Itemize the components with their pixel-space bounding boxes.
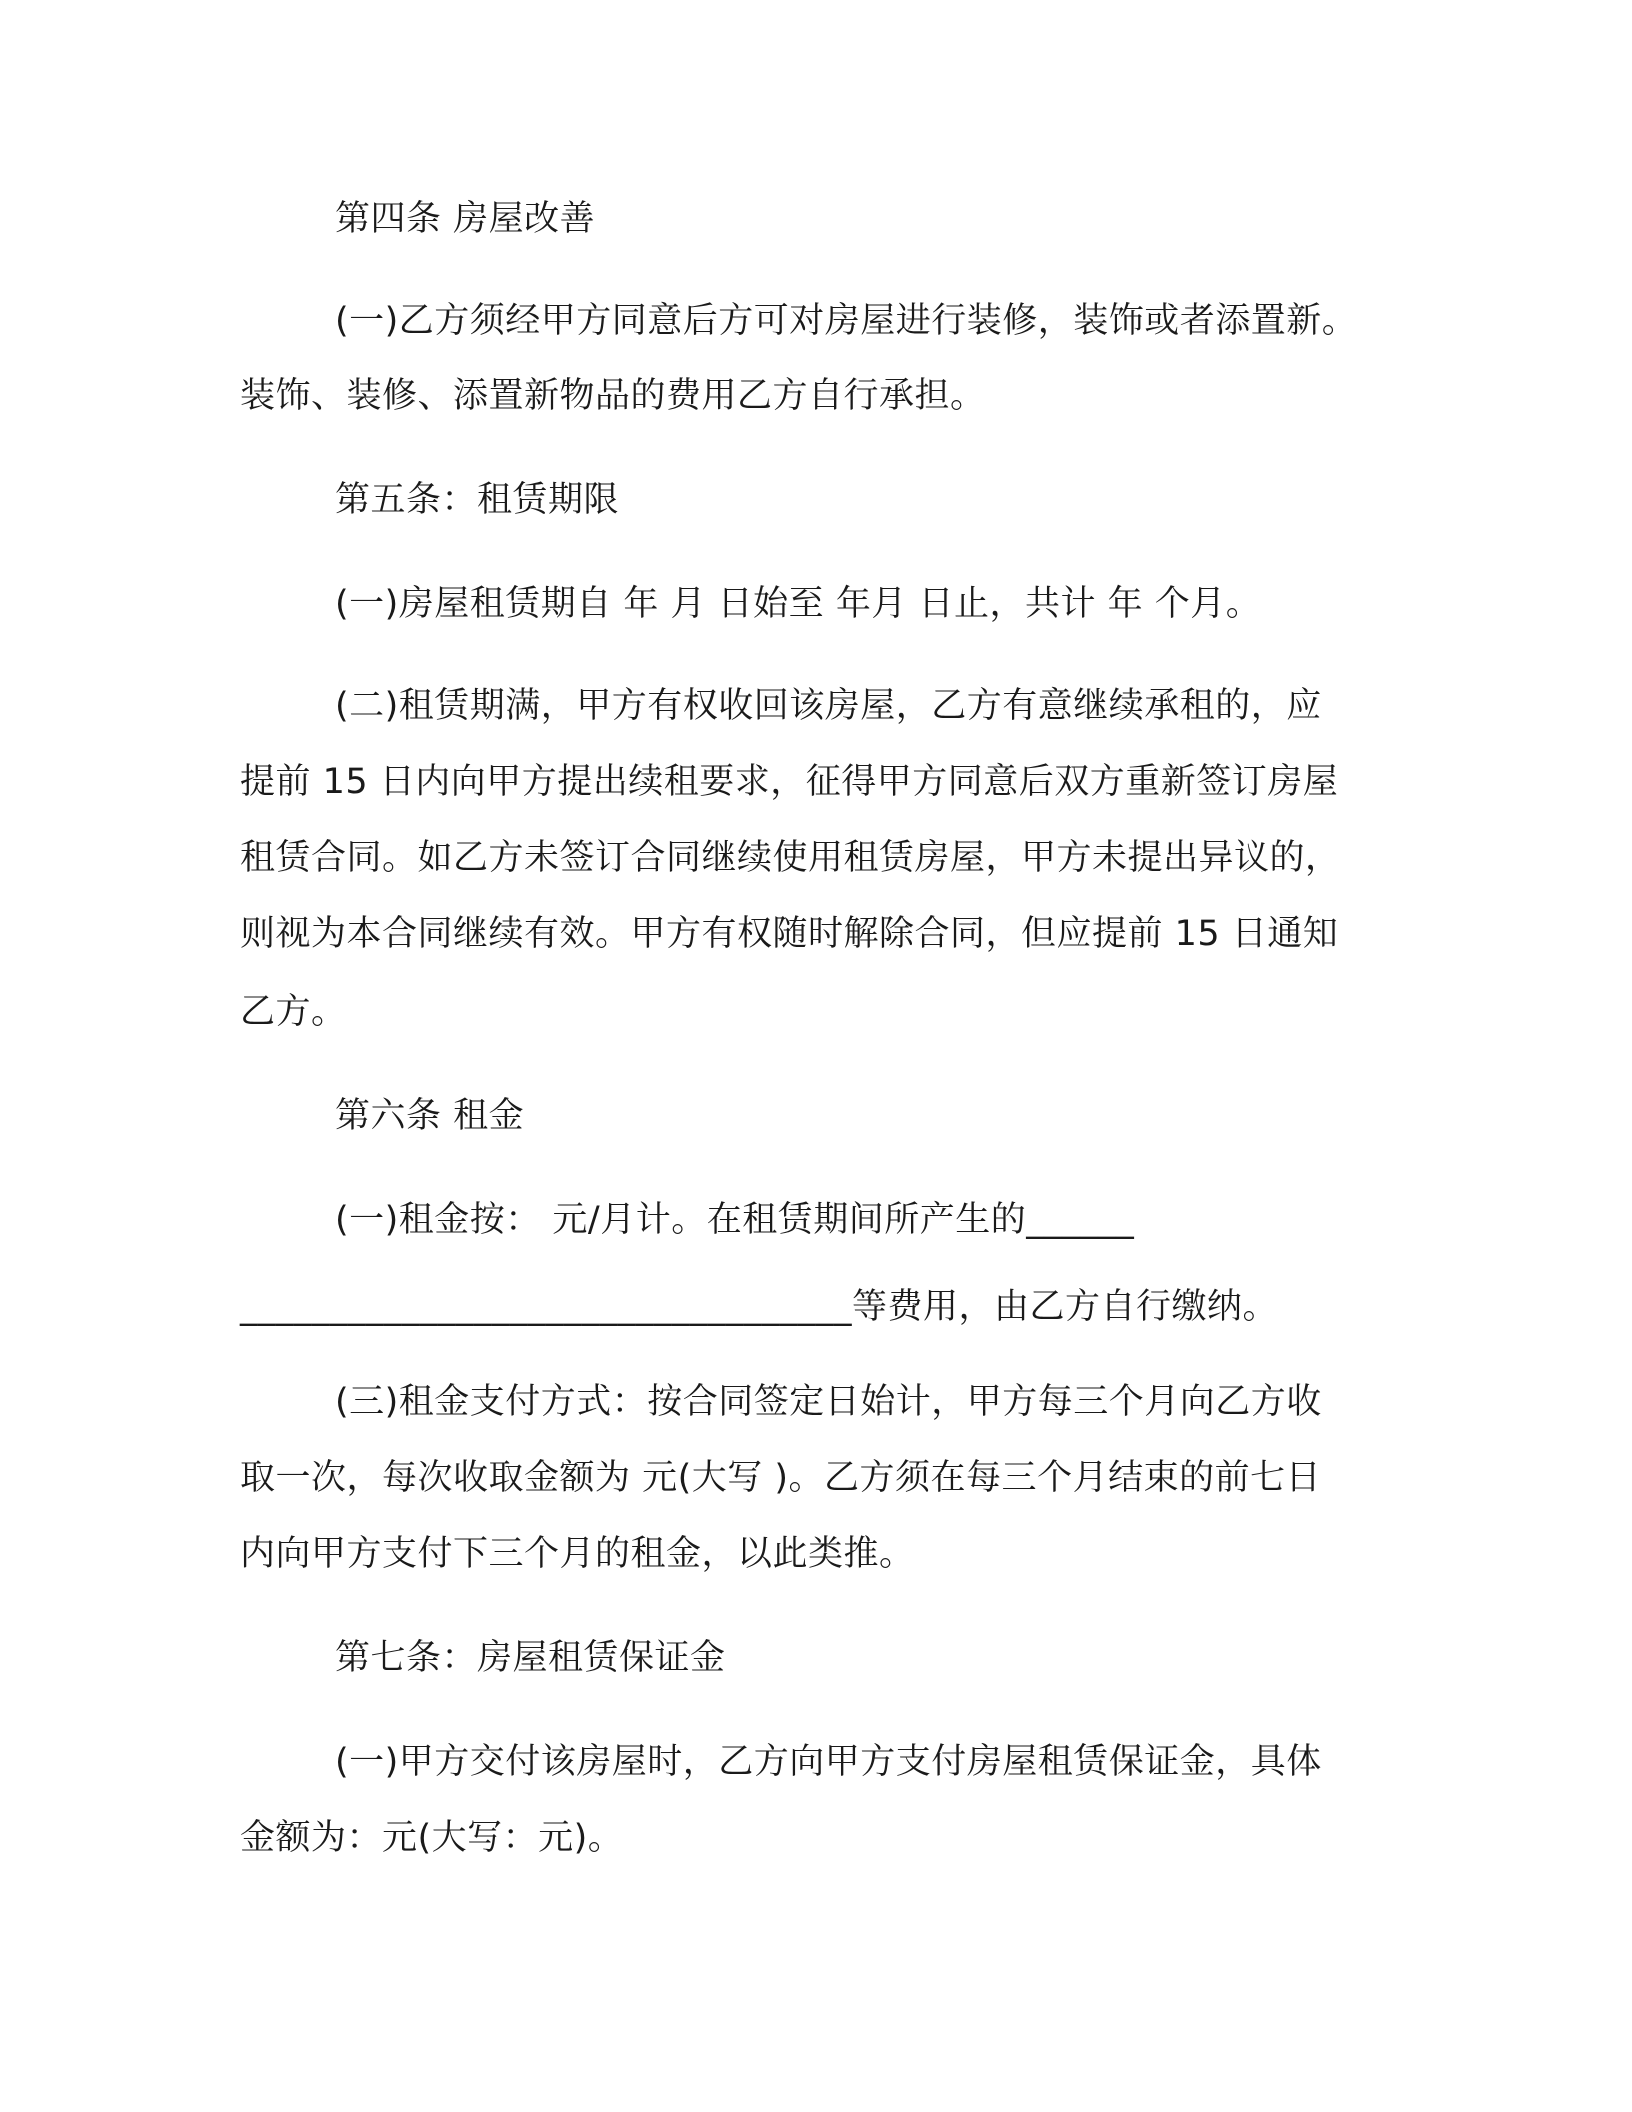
- article-5-heading: 第五条：租赁期限: [335, 480, 620, 520]
- article-7-heading: 第七条：房屋租赁保证金: [335, 1638, 726, 1678]
- article-5-clause-2-line-4: 则视为本合同继续有效。甲方有权随时解除合同，但应提前 15 日通知: [240, 914, 1339, 954]
- article-7-clause-1-line-1: (一)甲方交付该房屋时，乙方向甲方支付房屋租赁保证金，具体: [335, 1742, 1322, 1782]
- article-6-clause-3-line-3: 内向甲方支付下三个月的租金，以此类推。: [240, 1534, 915, 1574]
- article-5-clause-2-line-2: 提前 15 日内向甲方提出续租要求，征得甲方同意后双方重新签订房屋: [240, 762, 1339, 802]
- article-4-heading: 第四条 房屋改善: [335, 199, 596, 239]
- article-6-clause-1-line-1: (一)租金按： 元/月计。在租赁期间所产生的______: [335, 1200, 1135, 1240]
- article-6-heading: 第六条 租金: [335, 1096, 525, 1136]
- article-5-clause-2-line-5: 乙方。: [240, 992, 347, 1032]
- article-6-clause-3-line-2: 取一次，每次收取金额为 元(大写 )。乙方须在每三个月结束的前七日: [240, 1458, 1322, 1498]
- article-6-clause-3-line-1: (三)租金支付方式：按合同签定日始计，甲方每三个月向乙方收: [335, 1382, 1322, 1422]
- article-5-clause-1: (一)房屋租赁期自 年 月 日始至 年月 日止，共计 年 个月。: [335, 584, 1262, 624]
- article-7-clause-1-line-2: 金额为：元(大写：元)。: [240, 1818, 624, 1858]
- article-4-clause-1-line-1: (一)乙方须经甲方同意后方可对房屋进行装修，装饰或者添置新。: [335, 301, 1358, 341]
- article-6-clause-1-line-2: __________________________________等费用，由乙方自行缴纳。: [240, 1287, 1279, 1327]
- article-4-clause-1-line-2: 装饰、装修、添置新物品的费用乙方自行承担。: [240, 376, 986, 416]
- article-5-clause-2-line-1: (二)租赁期满，甲方有权收回该房屋，乙方有意继续承租的，应: [335, 686, 1322, 726]
- article-5-clause-2-line-3: 租赁合同。如乙方未签订合同继续使用租赁房屋，甲方未提出异议的，: [240, 838, 1341, 878]
